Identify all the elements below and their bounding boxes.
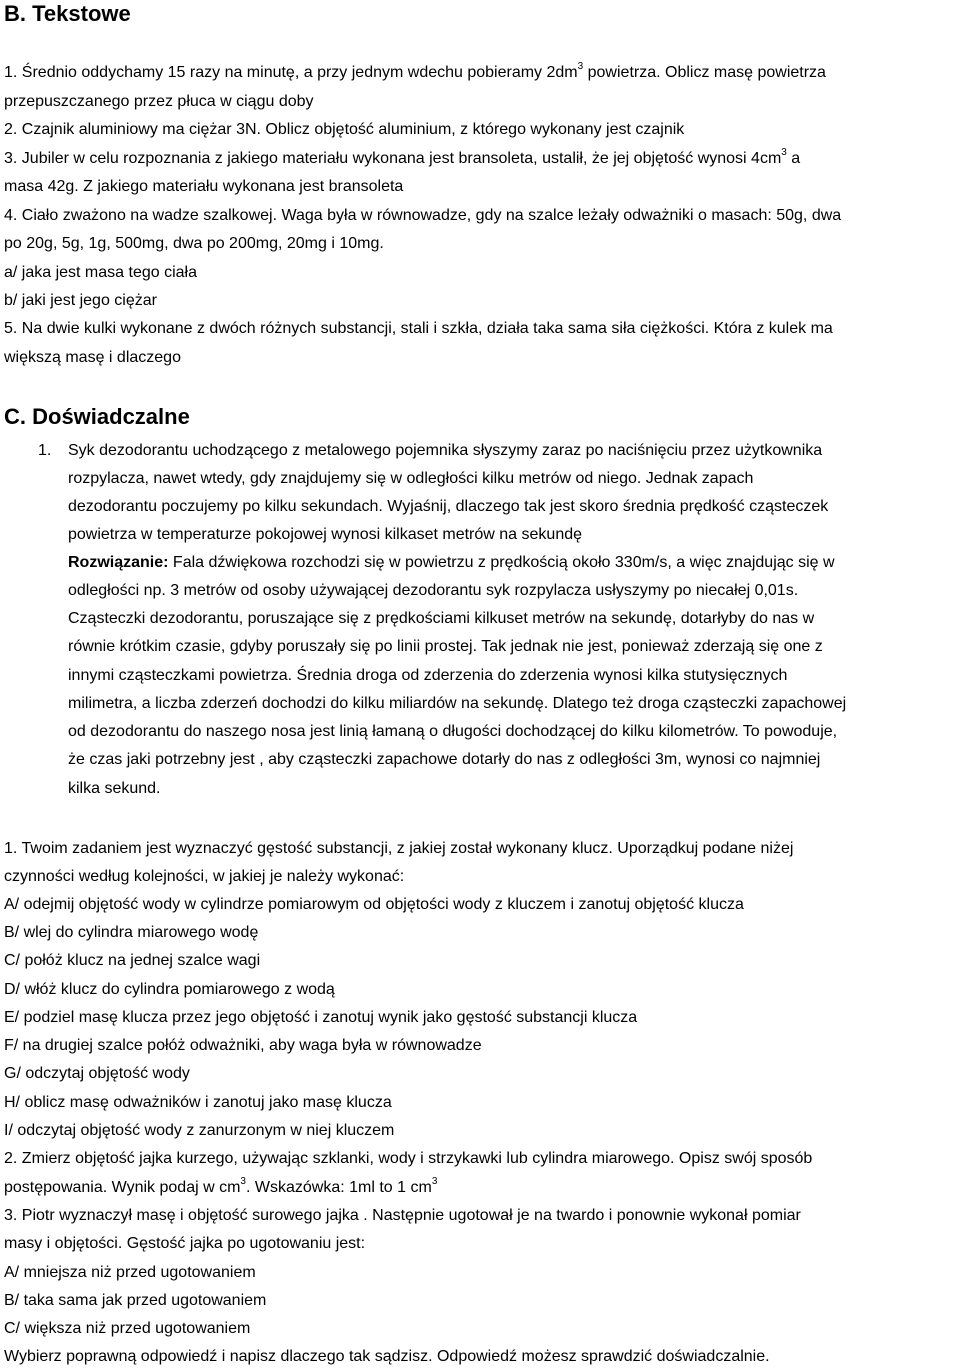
answer-option-a: A/ mniejsza niż przed ugotowaniem [4, 1264, 256, 1281]
task-c1-line-2: rozpylacza, nawet wtedy, gdy znajdujemy się w odległości kilku metrów od niego. Jednak zapach [68, 470, 754, 487]
solution-label: Rozwiązanie: [68, 554, 169, 571]
step-a: A/ odejmij objętość wody w cylindrze pomiarowym od objętości wody z kluczem i zanotuj objętość klucza [4, 896, 744, 913]
task-b1-line-1: 1. Średnio oddychamy 15 razy na minutę, a przy jednym wdechu pobieramy $2dm^3$ powietrza. Oblicz masę powietrza [4, 60, 826, 81]
task-c1-line-3: dezodorantu poczujemy po kilku sekundach. Wyjaśnij, dlaczego tak jest skoro średnia prędkość cząsteczek [68, 498, 829, 515]
step-h: H/ oblicz masę odważników i zanotuj jako masę klucza [4, 1094, 392, 1111]
task-b3-line-1: 3. Jubiler w celu rozpoznania z jakiego materiału wykonana jest bransoleta, ustalił, że jej objętość wynosi $4cm^3$ a [4, 146, 801, 167]
solution-line-5: innymi cząsteczkami powietrza. Średnia droga od zderzenia do zderzenia wynosi kilka stutysięcznych [68, 667, 788, 684]
task-b4-part-a: a/ jaka jest masa tego ciała [4, 264, 197, 281]
solution-line-2: odległości np. 3 metrów od osoby używającej dezodorantu syk rozpylacza usłyszymy po niecałej 0,01s. [68, 582, 799, 599]
task-c1-line-1: Syk dezodorantu uchodzącego z metalowego pojemnika słyszymy zaraz po naciśnięciu przez użytkownika [68, 442, 823, 459]
task-b5-line-2: większą masę i dlaczego [4, 349, 181, 366]
section-b-heading: B. Tekstowe [4, 1, 131, 26]
solution-line-9: kilka sekund. [68, 780, 161, 797]
step-b: B/ wlej do cylindra miarowego wodę [4, 924, 259, 941]
step-i: I/ odczytaj objętość wody z zanurzonym w niej kluczem [4, 1122, 395, 1139]
step-c: C/ połóż klucz na jednej szalce wagi [4, 952, 261, 969]
task-b2: 2. Czajnik aluminiowy ma ciężar 3N. Oblicz objętość aluminium, z którego wykonany jest czajnik [4, 121, 685, 138]
task-c1-number: 1. [38, 442, 52, 459]
task-egg-volume-line-1: 2. Zmierz objętość jajka kurzego, używając szklanki, wody i strzykawki lub cylindra miarowego. Opisz swój sposób [4, 1150, 813, 1167]
task-key-line-1: 1. Twoim zadaniem jest wyznaczyć gęstość substancji, z jakiej został wykonany klucz. Uporządkuj podane niżej [4, 840, 794, 857]
task-b5-line-1: 5. Na dwie kulki wykonane z dwóch różnych substancji, stali i szkła, działa taka sama siła ciężkości. Która z kulek ma [4, 320, 833, 337]
task-b4-line-1: 4. Ciało zważono na wadze szalkowej. Waga była w równowadze, gdy na szalce leżały odważniki o masach: 50g, dwa [4, 207, 842, 224]
task-b4-part-b: b/ jaki jest jego ciężar [4, 292, 157, 309]
solution-line-4: równie krótkim czasie, gdyby poruszały się po linii prostej. Tak jednak nie jest, ponieważ zderzają się one z [68, 638, 823, 655]
task-egg-volume-line-2: postępowania. Wynik podaj w $cm^3$. Wskazówka: 1ml to 1 $cm^3$ [4, 1175, 438, 1196]
task-b1-line-2: przepuszczanego przez płuca w ciągu doby [4, 93, 314, 110]
task-egg-density-line-1: 3. Piotr wyznaczył masę i objętość surowego jajka . Następnie ugotował je na twardo i ponownie wykonał pomiar [4, 1207, 801, 1224]
task-egg-instruction: Wybierz poprawną odpowiedź i napisz dlaczego tak sądzisz. Odpowiedź możesz sprawdzić doświadczalnie. [4, 1348, 770, 1365]
task-egg-density-line-2: masy i objętości. Gęstość jajka po ugotowaniu jest: [4, 1235, 366, 1252]
solution-line-1: Rozwiązanie: Fala dźwiękowa rozchodzi się w powietrzu z prędkością około 330m/s, a więc znajdując się w [68, 554, 835, 571]
section-c-heading: C. Doświadczalne [4, 404, 190, 429]
solution-line-3: Cząsteczki dezodorantu, poruszające się z prędkościami kilkuset metrów na sekundę, dotarłyby do nas w [68, 610, 815, 627]
solution-line-6: milimetra, a liczba zderzeń dochodzi do kilku miliardów na sekundę. Dlatego też droga cząsteczki zapachowej [68, 695, 847, 712]
task-key-line-2: czynności według kolejności, w jakiej je należy wykonać: [4, 868, 405, 885]
solution-line-8: że czas jaki potrzebny jest , aby cząsteczki zapachowe dotarły do nas z odległości 3m, wynosi co najmniej [68, 751, 821, 768]
answer-option-c: C/ większa niż przed ugotowaniem [4, 1320, 251, 1337]
task-c1-line-4: powietrza w temperaturze pokojowej wynosi kilkaset metrów na sekundę [68, 526, 583, 543]
step-g: G/ odczytaj objętość wody [4, 1065, 190, 1082]
step-d: D/ włóż klucz do cylindra pomiarowego z wodą [4, 981, 335, 998]
step-e: E/ podziel masę klucza przez jego objętość i zanotuj wynik jako gęstość substancji klucza [4, 1009, 638, 1026]
step-f: F/ na drugiej szalce połóż odważniki, aby waga była w równowadze [4, 1037, 482, 1054]
answer-option-b: B/ taka sama jak przed ugotowaniem [4, 1292, 267, 1309]
solution-line-7: od dezodorantu do naszego nosa jest linią łamaną o długości dochodzącej do kilku kilometrów. To powoduje, [68, 723, 838, 740]
task-b4-line-2: po 20g, 5g, 1g, 500mg, dwa po 200mg, 20mg i 10mg. [4, 235, 384, 252]
task-b3-line-2: masa 42g. Z jakiego materiału wykonana jest bransoleta [4, 178, 404, 195]
